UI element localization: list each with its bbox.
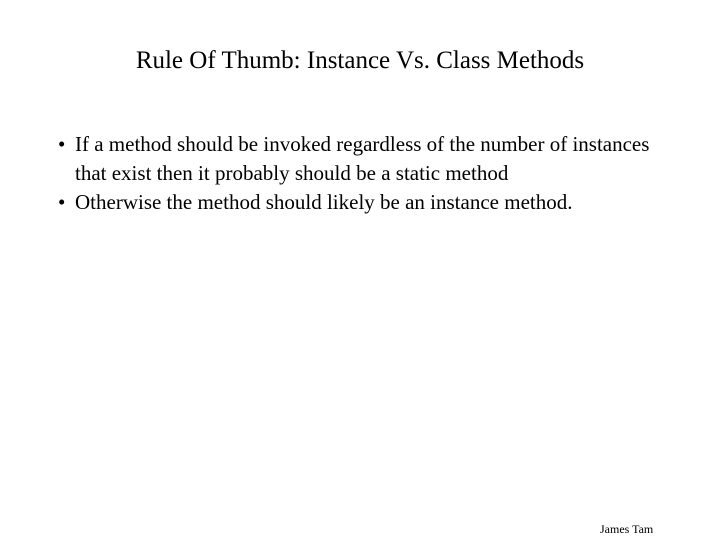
bullet-item (58, 130, 678, 188)
bullet-item (58, 188, 678, 217)
bullet-text: If a method should be invoked regardless of the number of instances that exist then it probably should be a static method (75, 132, 650, 185)
bullet-text: Otherwise the method should likely be an instance method. (75, 190, 573, 214)
bullet-list (58, 130, 678, 217)
bullet-marker: • (58, 132, 66, 156)
slide-title: Rule Of Thumb: Instance Vs. Class Methods (135, 47, 585, 74)
author-footer: James Tam (600, 522, 654, 536)
bullet-marker: • (58, 190, 66, 214)
